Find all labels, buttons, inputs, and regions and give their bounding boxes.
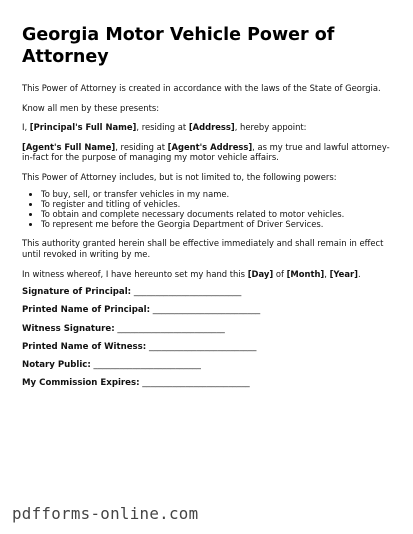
- know-all-paragraph: Know all men by these presents:: [22, 102, 160, 113]
- notary-public-blank[interactable]: _________________________: [90, 359, 201, 370]
- witness-signature-label: Witness Signature:: [22, 323, 115, 334]
- printed-name-witness-line[interactable]: [22, 342, 392, 353]
- agent-address-placeholder: [Agent's Address]: [167, 141, 253, 152]
- witness-signature-blank[interactable]: _________________________: [114, 323, 225, 334]
- appoint-prefix: I,: [22, 122, 30, 133]
- witness-period: .: [357, 268, 361, 279]
- printed-name-principal-label: Printed Name of Principal:: [22, 305, 151, 316]
- witness-of: of: [273, 268, 287, 279]
- printed-name-witness-label: Printed Name of Witness:: [22, 341, 147, 352]
- month-placeholder: [Month]: [286, 268, 325, 279]
- year-placeholder: [Year]: [329, 268, 358, 279]
- principal-address-placeholder: [Address]: [188, 122, 235, 133]
- signature-principal-blank[interactable]: _________________________: [131, 287, 242, 298]
- agent-residing: , residing at: [115, 141, 168, 152]
- powers-intro: This Power of Attorney includes, but is not limited to, the following powers:: [22, 171, 337, 182]
- site-watermark: pdfforms-online.com: [12, 504, 199, 523]
- witness-signature-line[interactable]: [22, 324, 392, 335]
- agent-paragraph: [22, 142, 392, 163]
- powers-list: [22, 189, 392, 230]
- printed-name-principal-blank[interactable]: _________________________: [150, 305, 261, 316]
- document: [22, 24, 392, 396]
- printed-name-principal-line[interactable]: [22, 305, 392, 316]
- appoint-paragraph: [22, 122, 392, 133]
- commission-expires-label: My Commission Expires:: [22, 378, 140, 389]
- signature-block: [22, 287, 392, 389]
- notary-public-label: Notary Public:: [22, 359, 91, 370]
- signature-principal-label: Signature of Principal:: [22, 287, 132, 298]
- commission-expires-blank[interactable]: _________________________: [139, 378, 250, 389]
- day-placeholder: [Day]: [247, 268, 274, 279]
- appoint-residing: , residing at: [136, 122, 189, 133]
- witness-comma: ,: [324, 268, 330, 279]
- agent-name-placeholder: [Agent's Full Name]: [22, 141, 116, 152]
- list-item: • To represent me before the Georgia Department of Driver Services.: [41, 219, 392, 229]
- witness-prefix: In witness whereof, I have hereunto set my hand this: [22, 268, 248, 279]
- witness-clause: [22, 269, 392, 280]
- agent-suffix: , as my true and lawful attorney-in-fact for the purpose of managing my motor vehicle affairs.: [22, 141, 390, 163]
- intro-paragraph: This Power of Attorney is created in accordance with the laws of the State of Georgia.: [22, 83, 381, 93]
- list-item: • To register and titling of vehicles.: [41, 199, 392, 209]
- list-item: • To obtain and complete necessary documents related to motor vehicles.: [41, 209, 392, 219]
- list-item: • To buy, sell, or transfer vehicles in my name.: [41, 189, 392, 199]
- appoint-suffix: , hereby appoint:: [234, 122, 307, 133]
- effective-paragraph: This authority granted herein shall be effective immediately and shall remain in effect until revoked in writing by me.: [22, 238, 384, 259]
- printed-name-witness-blank[interactable]: _________________________: [146, 341, 257, 352]
- document-title: Georgia Motor Vehicle Power of Attorney: [22, 25, 335, 67]
- notary-public-line[interactable]: [22, 360, 392, 371]
- commission-expires-line[interactable]: [22, 378, 392, 389]
- signature-principal-line[interactable]: [22, 287, 392, 298]
- principal-name-placeholder: [Principal's Full Name]: [29, 122, 137, 133]
